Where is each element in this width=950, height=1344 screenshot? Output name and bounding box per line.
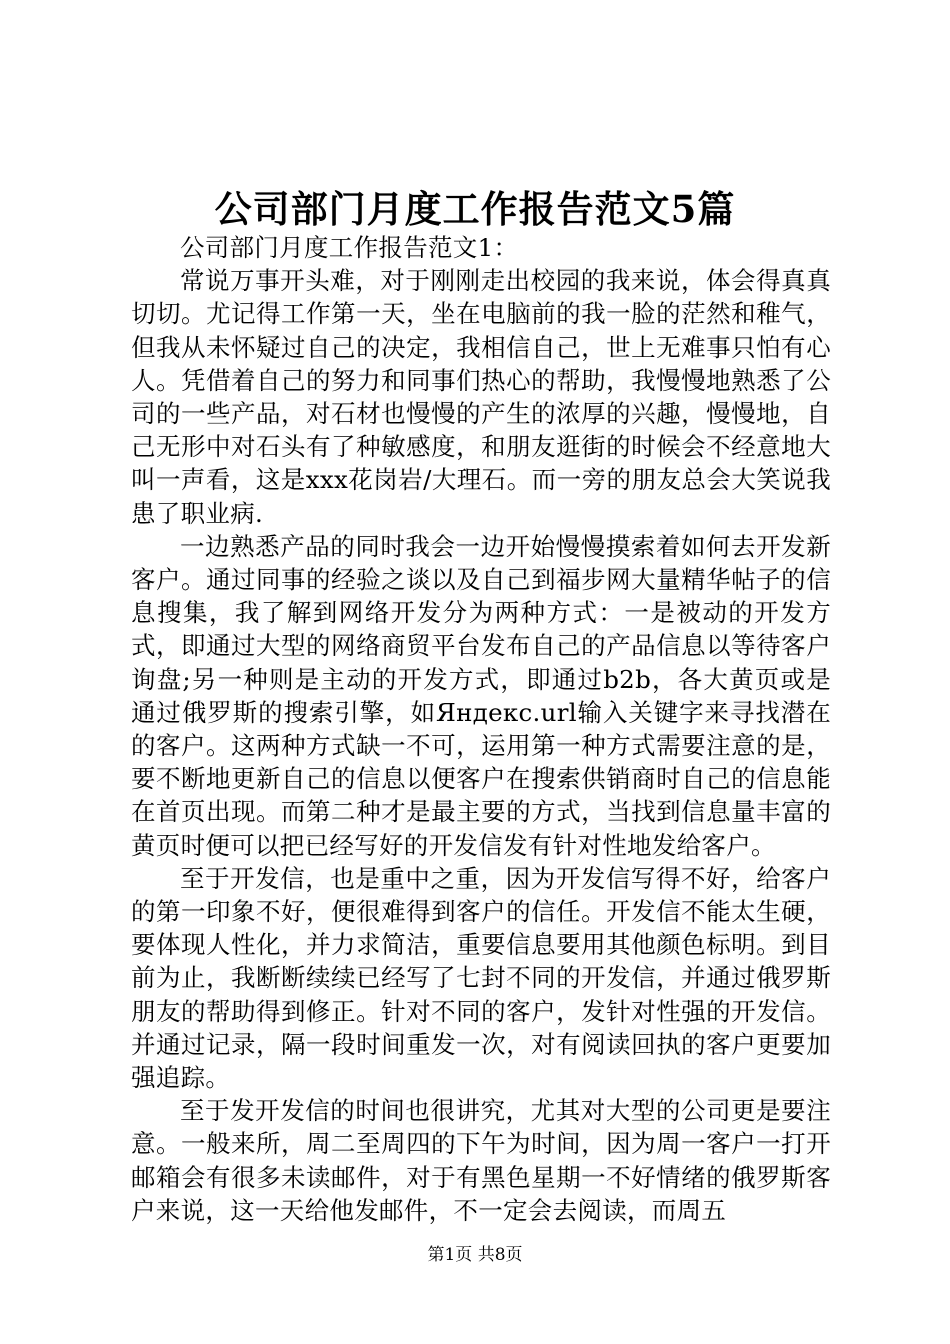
paragraph: 至于发开发信的时间也很讲究，尤其对大型的公司更是要注意。一般来所，周二至周四的下午为时间，因为周一客户一打开邮箱会有很多未读邮件，对于有黑色星期一不好情绪的俄罗斯客户来说，这一天给他发邮件，不一定会去阅读，而周五 — [131, 1096, 831, 1225]
paragraph: 一边熟悉产品的同时我会一边开始慢慢摸索着如何去开发新客户。通过同事的经验之谈以及自己到福步网大量精华帖子的信息搜集，我了解到网络开发分为两种方式：一是被动的开发方式，即通过大型的网络商贸平台发布自己的产品信息以等待客户询盘;另一种则是主动的开发方式，即通过b2b，各大黄页或是通过俄罗斯的搜索引擎，如Яндекс.url输入关键字来寻找潜在的客户。这两种方式缺一不可，运用第一种方式需要注意的是，要不断地更新自己的信息以便客户在搜索供销商时自己的信息能在首页出现。而第二种才是最主要的方式，当找到信息量丰富的黄页时便可以把已经写好的开发信发有针对性地发给客户。 — [131, 531, 831, 860]
document-title: 公司部门月度工作报告范文5篇 — [214, 187, 736, 231]
paragraph: 公司部门月度工作报告范文1： — [180, 233, 519, 262]
paragraph: 至于开发信，也是重中之重，因为开发信写得不好，给客户的第一印象不好，便很难得到客户的信任。开发信不能太生硬，要体现人性化，并力求简洁，重要信息要用其他颜色标明。到目前为止，我断断续续已经写了七封不同的开发信，并通过俄罗斯朋友的帮助得到修正。针对不同的客户，发针对性强的开发信。并通过记录，隔一段时间重发一次，对有阅读回执的客户更要加强追踪。 — [131, 863, 831, 1093]
paragraph: 常说万事开头难，对于刚刚走出校园的我来说，体会得真真切切。尤记得工作第一天，坐在电脑前的我一脸的茫然和稚气，但我从未怀疑过自己的决定，我相信自己，世上无难事只怕有心人。凭借着自己的努力和同事们热心的帮助，我慢慢地熟悉了公司的一些产品，对石材也慢慢的产生的浓厚的兴趣，慢慢地，自己无形中对石头有了种敏感度，和朋友逛街的时候会不经意地大叫一声看，这是xxx花岗岩/大理石。而一旁的朋友总会大笑说我患了职业病. — [131, 266, 831, 528]
page-footer: 第1页 共8页 — [427, 1245, 523, 1265]
document-body — [131, 231, 831, 1227]
